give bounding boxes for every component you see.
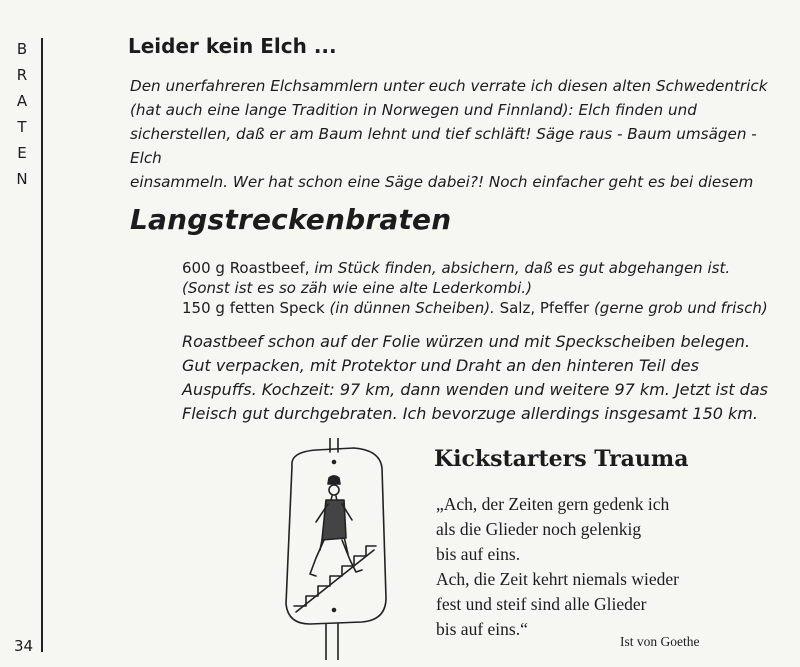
recipe-title: Langstreckenbraten	[130, 203, 452, 236]
poem-line: „Ach, der Zeiten gern gedenk ich	[436, 494, 670, 514]
poem-credit: Ist von Goethe	[620, 634, 700, 649]
method-line: Auspuffs. Kochzeit: 97 km, dann wenden und weitere 97 km. Jetzt ist das	[182, 380, 768, 399]
side-label-letter: A	[16, 92, 28, 110]
section-heading: Leider kein Elch ...	[128, 34, 337, 58]
ingredient-text: 150 g fetten Speck	[182, 299, 330, 317]
staircase-rail	[296, 550, 374, 612]
side-label-letter: E	[17, 144, 27, 162]
method-paragraph	[182, 330, 792, 426]
method-line: Roastbeef schon auf der Folie würzen und mit Speckscheiben belegen.	[182, 332, 751, 351]
intro-line: (hat auch eine lange Tradition in Norwegen und Finnland): Elch finden und	[130, 101, 697, 119]
ingredient-line	[182, 258, 730, 278]
method-line: Fleisch gut durchgebraten. Ich bevorzuge allerdings insgesamt 150 km.	[182, 404, 758, 423]
intro-line: einsammeln. Wer hat schon eine Säge dabei?! Noch einfacher geht es bei diesem	[130, 173, 754, 191]
intro-paragraph	[130, 74, 790, 194]
sign-pole-bottom	[326, 624, 338, 660]
side-label-letter: B	[16, 40, 28, 58]
staircase-sign-illustration	[276, 438, 392, 660]
side-label-letter: N	[16, 170, 28, 188]
intro-line: Den unerfahreren Elchsammlern unter euch verrate ich diesen alten Schwedentrick	[130, 77, 768, 95]
ingredient-text: 600 g Roastbeef,	[182, 259, 315, 277]
poem-line: Ach, die Zeit kehrt niemals wieder	[436, 569, 679, 589]
sign-screw-bottom	[333, 609, 336, 612]
ingredient-line	[182, 298, 768, 318]
poem-line: bis auf eins.“	[436, 619, 528, 639]
poem-line: als die Glieder noch gelenkig	[436, 519, 642, 539]
poem-line: fest und steif sind alle Glieder	[436, 594, 647, 614]
side-label-letter: R	[16, 66, 28, 84]
ingredient-note: im Stück finden, absichern, daß es gut abgehangen ist.	[314, 259, 731, 277]
ingredient-note: (gerne grob und frisch)	[593, 299, 768, 317]
poem-line: bis auf eins.	[436, 544, 521, 564]
ingredient-text: Salz, Pfeffer	[494, 299, 594, 317]
ingredient-line	[182, 278, 532, 298]
poem-title: Kickstarters Trauma	[434, 446, 689, 472]
staircase-steps	[294, 546, 376, 606]
vertical-divider	[41, 38, 43, 652]
sign-screw-top	[333, 461, 336, 464]
ingredient-note: (in dünnen Scheiben).	[329, 299, 495, 317]
intro-line: sicherstellen, daß er am Baum lehnt und tief schläft! Säge raus - Baum umsägen - Elch	[130, 125, 757, 167]
side-label-letter: T	[17, 118, 27, 136]
method-line: Gut verpacken, mit Protektor und Draht an den hinteren Teil des	[182, 356, 699, 375]
page-number: 34	[14, 637, 34, 655]
ingredient-note: (Sonst ist es so zäh wie eine alte Lederkombi.)	[182, 279, 532, 297]
